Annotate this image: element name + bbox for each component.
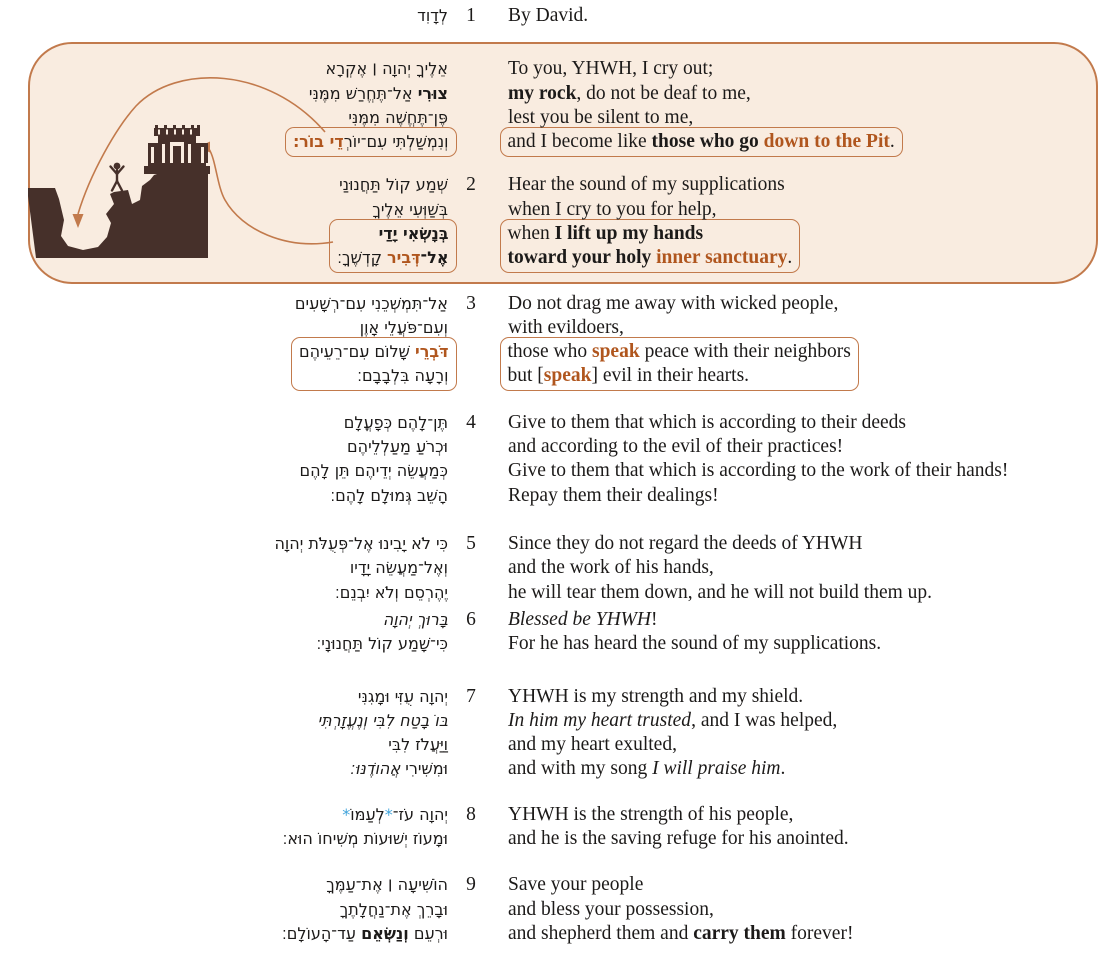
text-line: וּבָרֵךְ אֶת־נַחֲלָתֶךָ	[339, 899, 448, 919]
english-text	[504, 873, 1110, 946]
text-line: In him my heart trusted, and I was helped,	[508, 709, 838, 731]
text-line: Blessed be YHWH!	[508, 608, 658, 630]
verse-number: 7	[466, 685, 476, 707]
verse-number: 6	[466, 608, 476, 630]
verse-row	[0, 532, 1110, 605]
hebrew-text	[0, 292, 448, 388]
emphasis-box	[329, 219, 456, 274]
text-line: Repay them their dealings!	[508, 484, 719, 506]
verse-row	[0, 292, 1110, 388]
text-line: and he is the saving refuge for his anointed.	[508, 828, 849, 850]
emphasis-box	[500, 127, 903, 157]
verse-number: 8	[466, 803, 476, 825]
text-line: Give to them that which is according to the work of their hands!	[508, 460, 1009, 482]
text-line: אַל־תִּמְשְׁכֵנִי עִם־רְשָׁעִים	[294, 293, 448, 313]
text-line: and my heart exulted,	[508, 734, 677, 756]
verse-row	[30, 57, 1096, 153]
text-line: Do not drag me away with wicked people,	[508, 292, 839, 314]
verses-3-9-content	[0, 292, 1110, 947]
text-line: יֶהֶרְסֵם וְלֹא יִבְנֵם׃	[335, 582, 448, 602]
verse-number: 1	[466, 5, 476, 26]
text-line: when I cry to you for help,	[508, 198, 717, 220]
emphasis-box	[285, 127, 456, 157]
text-line: יְהוָה עֻזִּי וּמָגִנִּי	[357, 686, 448, 706]
text-line: תֶּן־לָהֶם כְּפָעֳלָם	[343, 412, 448, 432]
verse-number: 9	[466, 874, 476, 896]
text-line: וּכְרֹעַ מַעַלְלֵיהֶם	[347, 437, 448, 457]
english-text	[504, 4, 1110, 28]
text-line: וּמִשִּׁירִי אֲהוֹדֶנּוּ׃	[350, 759, 448, 779]
text-line: וּרְעֵם וְנַשְּׂאֵם עַד־הָעוֹלָם׃	[282, 923, 448, 943]
text-line: בָּרוּךְ יְהוָה	[382, 609, 448, 629]
text-line: my rock, do not be deaf to me,	[508, 82, 751, 104]
verse-number: 4	[466, 411, 476, 433]
verse-number: 5	[466, 533, 476, 555]
text-line: lest you be silent to me,	[508, 106, 694, 128]
emphasis-box	[500, 337, 859, 392]
text-line: but [speak] evil in their hearts.	[507, 365, 750, 387]
text-line: וְנִמְשַׁלְתִּי עִם־יוֹרְדֵי בוֹר׃	[293, 131, 449, 151]
english-text	[504, 532, 1110, 605]
hebrew-text	[30, 173, 448, 269]
text-line: כִּי־שָׁמַע קוֹל תַּחֲנוּנָי׃	[316, 634, 448, 654]
text-line: בְּנָשְׂאִי יָדַי	[378, 223, 449, 243]
text-line: כִּי לֹא יָבִינוּ אֶל־פְּעֻלֹּת יְהוָה	[274, 534, 448, 554]
text-line: בְּשַׁוְּעִי אֵלֶיךָ	[372, 199, 448, 219]
text-line: פֶּן־תֶּחֱשֶׁה מִמֶּנִּי	[348, 107, 448, 127]
text-line: יְהוָה עֹז־*לְעַמּוֹ*	[342, 804, 448, 824]
hebrew-text	[0, 411, 448, 508]
english-text	[504, 292, 1110, 388]
text-line: and bless your possession,	[508, 898, 714, 920]
english-text	[504, 685, 1110, 782]
hebrew-text	[0, 532, 448, 605]
section-box-verses-1-2	[28, 42, 1098, 283]
hebrew-text	[0, 803, 448, 852]
text-line: and the work of his hands,	[508, 557, 714, 579]
text-line: וְרָעָה בִּלְבָבָם׃	[357, 366, 449, 386]
text-line: בּוֹ בָטַח לִבִּי וְנֶעֱזָרְתִּי	[317, 710, 448, 730]
hebrew-text	[0, 873, 448, 946]
english-text	[504, 803, 1110, 852]
verse-row	[0, 608, 1110, 657]
text-line: Since they do not regard the deeds of YHWH	[508, 533, 863, 555]
text-line: with evildoers,	[508, 316, 624, 338]
english-text	[504, 57, 1096, 153]
text-line: he will tear them down, and he will not build them up.	[508, 581, 933, 603]
text-line: אֵלֶיךָ יְהוָה ׀ אֶקְרָא	[325, 59, 448, 79]
text-line: וְאֶל־מַעֲשֵׂה יָדָיו	[349, 558, 448, 578]
english-text	[504, 173, 1096, 269]
hebrew-text	[0, 4, 448, 28]
text-line: שְׁמַע קוֹל תַּחֲנוּנַי	[339, 175, 448, 195]
verse-number: 3	[466, 292, 476, 314]
text-line: וְעִם־פֹּעֲלֵי אָוֶן	[359, 317, 448, 337]
english-text	[504, 608, 1110, 657]
text-line: כְּמַעֲשֵׂה יְדֵיהֶם תֵּן לָהֶם	[299, 461, 448, 481]
verse-row	[30, 173, 1096, 269]
text-line: those who speak peace with their neighbors	[507, 340, 851, 362]
verse-row	[0, 685, 1110, 782]
text-line: וַיַּעֲלֹז לִבִּי	[388, 735, 448, 755]
verse-row	[0, 873, 1110, 946]
text-line: toward your holy inner sanctuary.	[507, 246, 793, 268]
verse-row	[0, 411, 1110, 508]
text-line: דֹּבְרֵי שָׁלוֹם עִם־רֵעֵיהֶם	[298, 341, 449, 361]
text-line: Give to them that which is according to their deeds	[508, 411, 907, 433]
text-line: and I become like those who go down to the Pit.	[507, 130, 895, 152]
text-line: For he has heard the sound of my supplications.	[508, 633, 882, 655]
hebrew-text	[30, 57, 448, 153]
text-line: YHWH is my strength and my shield.	[508, 685, 804, 707]
verse-number: 2	[466, 174, 476, 196]
verses-1-2-content	[30, 57, 1096, 269]
text-line: By David.	[508, 5, 589, 26]
text-line: and with my song I will praise him.	[508, 758, 786, 780]
emphasis-box	[500, 219, 801, 274]
verse-row	[0, 803, 1110, 852]
text-line: Save your people	[508, 874, 644, 896]
text-line: To you, YHWH, I cry out;	[508, 58, 714, 80]
text-line: הָשֵׁב גְּמוּלָם לָהֶם׃	[330, 485, 448, 505]
psalm-heading-row	[0, 4, 1110, 28]
text-line: and shepherd them and carry them forever!	[508, 922, 854, 944]
text-line: וּמָעוֹז יְשׁוּעוֹת מְשִׁיחוֹ הוּא׃	[282, 829, 448, 849]
text-line: when I lift up my hands	[507, 222, 704, 244]
text-line: לְדָוִד	[417, 6, 448, 25]
text-line: Hear the sound of my supplications	[508, 174, 785, 196]
text-line: אֶל־דְּבִיר קָדְשֶׁךָ׃	[337, 247, 449, 267]
text-line: YHWH is the strength of his people,	[508, 803, 794, 825]
english-text	[504, 411, 1110, 508]
hebrew-text	[0, 608, 448, 657]
text-line: and according to the evil of their practices!	[508, 436, 844, 458]
verse-row	[0, 4, 1110, 28]
text-line: הוֹשִׁיעָה ׀ אֶת־עַמֶּךָ	[326, 875, 448, 895]
hebrew-text	[0, 685, 448, 782]
emphasis-box	[291, 337, 457, 392]
text-line: צוּרִי אַל־תֶּחֱרַשׁ מִמֶּנִּי	[308, 83, 448, 103]
